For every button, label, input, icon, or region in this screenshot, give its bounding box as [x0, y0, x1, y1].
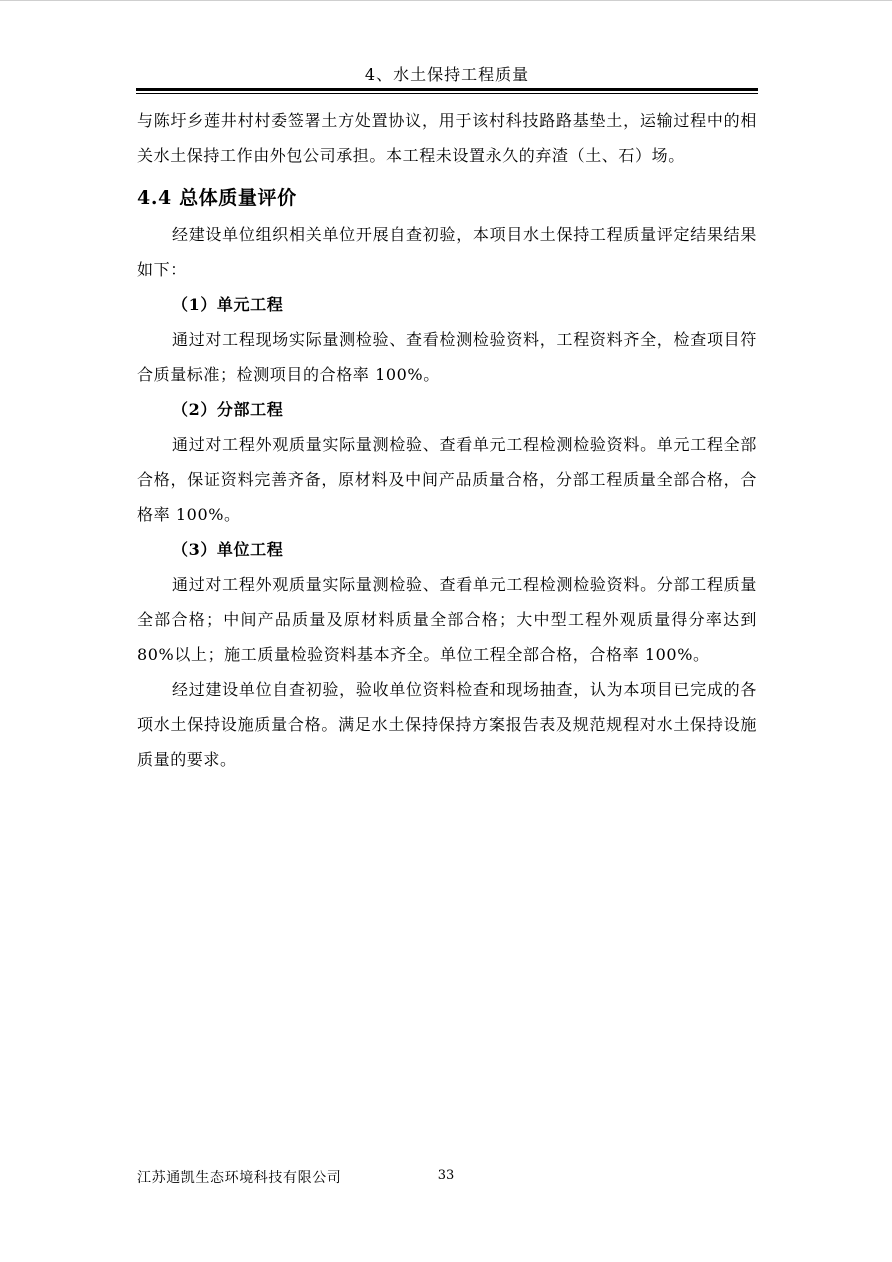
header-rule-thin [136, 93, 758, 94]
footer-page-number: 33 [437, 1168, 455, 1183]
intro-paragraph: 与陈圩乡莲井村村委签署土方处置协议，用于该村科技路路基垫土，运输过程中的相关水土保持工作由外包公司承担。本工程未设置永久的弃渣（土、石）场。 [137, 111, 757, 165]
section-intro-paragraph: 经建设单位组织相关单位开展自查初验，本项目水土保持工程质量评定结果结果如下： [137, 225, 757, 279]
subsection-text-unit-works: 通过对工程外观质量实际量测检验、查看单元工程检测检验资料。分部工程质量全部合格；中间产品质量及原材料质量全部合格；大中型工程外观质量得分率达到 80%以上；施工质量检验资料基本齐全。单位工程全部合格，合格率 100%。 [137, 575, 757, 664]
subsection-text-unit-project: 通过对工程现场实际量测检验、查看检测检验资料，工程资料齐全，检查项目符合质量标准；检测项目的合格率 100%。 [137, 330, 757, 384]
subsection-title-unit-works: （3）单位工程 [172, 540, 284, 559]
subsection-title-divisional-project: （2）分部工程 [172, 400, 284, 419]
document-body [137, 103, 757, 777]
footer-company-name: 江苏通凯生态环境科技有限公司 [137, 1170, 342, 1186]
section-title: 4.4 总体质量评价 [137, 187, 297, 209]
page-top-border [0, 0, 892, 1]
subsection-title-unit-project: （1）单元工程 [172, 295, 284, 314]
conclusion-paragraph: 经过建设单位自查初验，验收单位资料检查和现场抽查，认为本项目已完成的各项水土保持设施质量合格。满足水土保持保持方案报告表及规范规程对水土保持设施质量的要求。 [137, 680, 757, 769]
page-header-title: 4、水土保持工程质量 [364, 65, 530, 84]
header-rule-thick [136, 88, 758, 91]
subsection-text-divisional-project: 通过对工程外观质量实际量测检验、查看单元工程检测检验资料。单元工程全部合格，保证资料完善齐备，原材料及中间产品质量合格，分部工程质量全部合格，合格率 100%。 [137, 435, 757, 524]
